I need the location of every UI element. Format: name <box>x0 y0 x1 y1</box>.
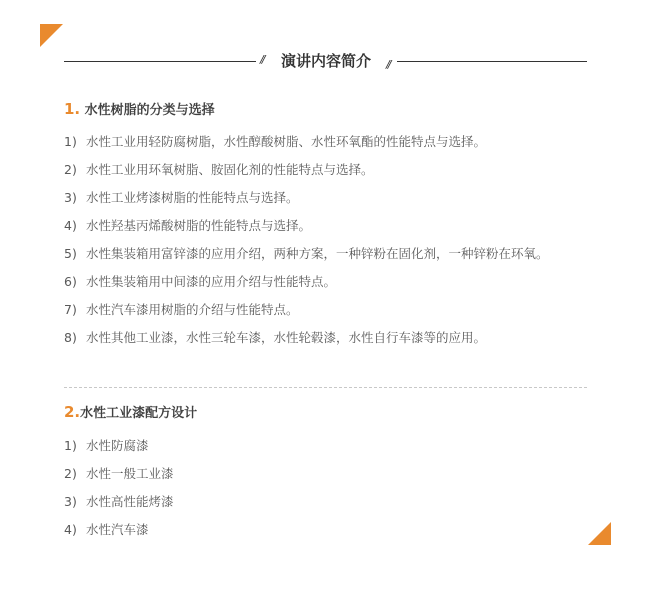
list-item <box>64 460 588 488</box>
section-header <box>64 48 587 74</box>
section-title: 水性树脂的分类与选择 <box>80 103 215 118</box>
list-item <box>64 488 588 516</box>
list-item <box>64 324 588 352</box>
header-slash-left: // <box>260 53 264 66</box>
list-item-text: 水性防腐漆 <box>86 438 149 453</box>
list-item <box>64 212 588 240</box>
list-item-text: 水性工业烤漆树脂的性能特点与选择。 <box>86 190 299 205</box>
list-item-index: 6) <box>64 274 77 289</box>
section-1-list <box>64 128 588 352</box>
list-item-text: 水性一般工业漆 <box>86 466 174 481</box>
list-item-index: 5) <box>64 246 77 261</box>
list-item <box>64 156 588 184</box>
list-item-text: 水性高性能烤漆 <box>86 494 174 509</box>
corner-triangle-bottom-right <box>588 522 611 545</box>
list-item-text: 水性汽车漆用树脂的介绍与性能特点。 <box>86 302 299 317</box>
list-item-index: 2) <box>64 162 77 177</box>
section-heading-1 <box>64 99 215 121</box>
list-item <box>64 184 588 212</box>
list-item-text: 水性羟基丙烯酸树脂的性能特点与选择。 <box>86 218 312 233</box>
page-title: 演讲内容简介 <box>280 52 371 70</box>
header-line-right <box>397 61 587 62</box>
dashed-divider <box>64 387 587 388</box>
list-item-text: 水性工业用环氧树脂、胺固化剂的性能特点与选择。 <box>86 162 374 177</box>
list-item-text: 水性其他工业漆，水性三轮车漆，水性轮毂漆，水性自行车漆等的应用。 <box>86 330 487 345</box>
list-item <box>64 240 588 268</box>
list-item-text: 水性集装箱用富锌漆的应用介绍，两种方案，一种锌粉在固化剂，一种锌粉在环氧。 <box>86 246 549 261</box>
section-title: 水性工业漆配方设计 <box>80 406 198 421</box>
list-item-index: 4) <box>64 218 77 233</box>
list-item-index: 1) <box>64 438 77 453</box>
list-item-index: 4) <box>64 522 77 537</box>
list-item-text: 水性集装箱用中间漆的应用介绍与性能特点。 <box>86 274 337 289</box>
section-number: 1. <box>64 100 81 118</box>
list-item <box>64 516 588 544</box>
section-number: 2. <box>64 403 81 421</box>
list-item <box>64 128 588 156</box>
header-slash-right: // <box>386 58 390 71</box>
section-2-list <box>64 432 588 544</box>
list-item-text: 水性汽车漆 <box>86 522 149 537</box>
list-item <box>64 268 588 296</box>
header-line-left <box>64 61 256 62</box>
list-item-index: 8) <box>64 330 77 345</box>
list-item-text: 水性工业用轻防腐树脂，水性醇酸树脂、水性环氧酯的性能特点与选择。 <box>86 134 487 149</box>
list-item-index: 1) <box>64 134 77 149</box>
list-item-index: 2) <box>64 466 77 481</box>
section-heading-2 <box>64 402 197 424</box>
list-item-index: 7) <box>64 302 77 317</box>
corner-triangle-top-left <box>40 24 63 47</box>
list-item-index: 3) <box>64 190 77 205</box>
list-item <box>64 432 588 460</box>
list-item-index: 3) <box>64 494 77 509</box>
list-item <box>64 296 588 324</box>
